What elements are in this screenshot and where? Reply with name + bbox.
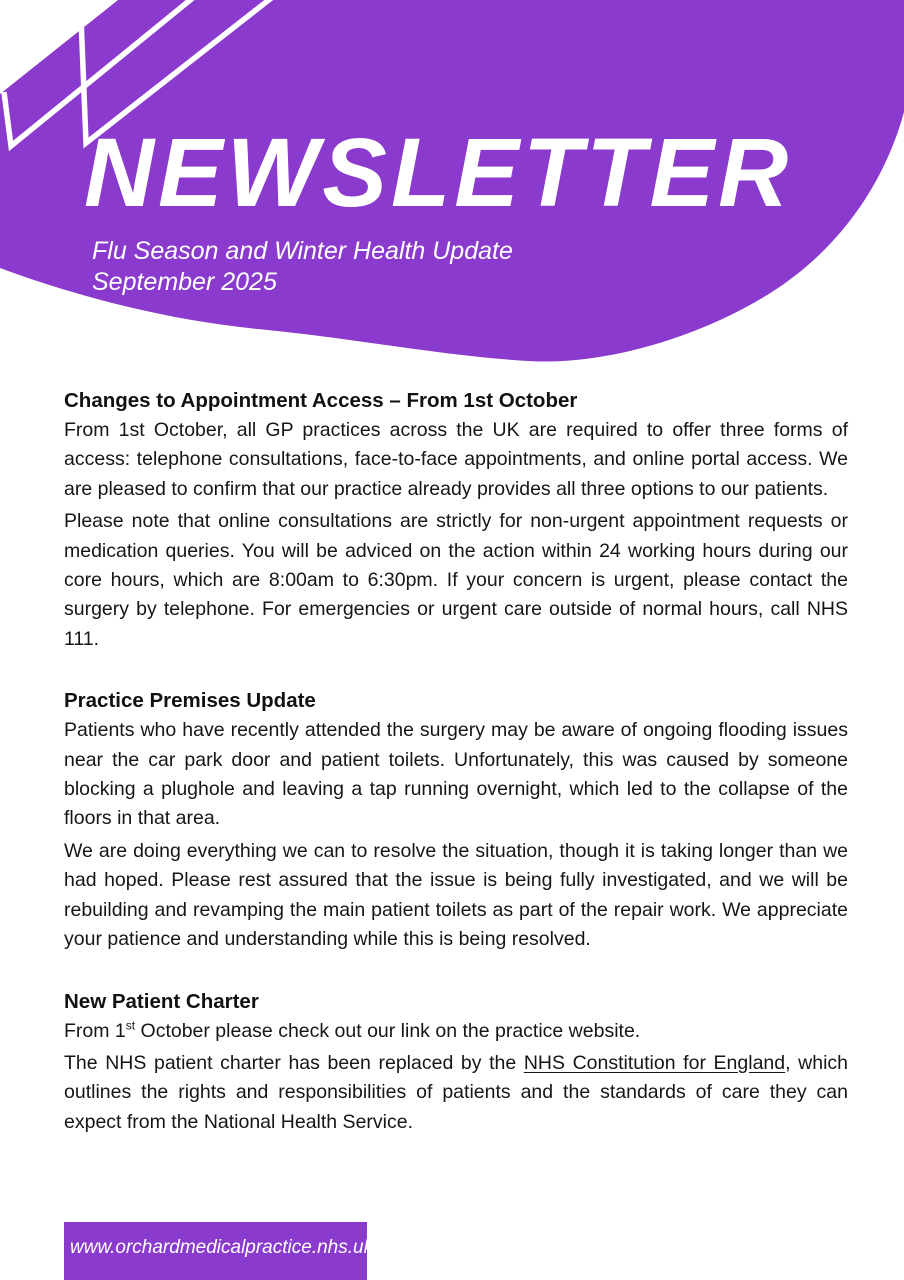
charter-intro-rest: October please check out our link on the practice website. [135, 1019, 641, 1042]
footer-website-box [64, 1222, 374, 1280]
paragraph-appointment-access-2: Please note that online consultations are strictly for non-urgent appointment requests or medication queries. You will be adviced on the action within 24 working hours during our core hours, which are 8:00am to 6:30pm. If your concern is urgent, please contact the surgery by telephone. For emergencies or urgent care outside of normal hours, call NHS 111. [64, 510, 848, 650]
section-heading-appointment-access: Changes to Appointment Access – From 1st October [64, 389, 578, 412]
section-appointment-access [64, 386, 848, 654]
charter-intro-prefix: From 1 [64, 1019, 126, 1042]
charter-body-before-link: The NHS patient charter has been replaced by the [64, 1051, 524, 1074]
footer-website-url: www.orchardmedicalpractice.nhs.uk [70, 1237, 374, 1258]
newsletter-subtitle-block [92, 236, 513, 298]
paragraph-appointment-access-1: From 1st October, all GP practices across the UK are required to offer three forms of access: telephone consultations, face-to-face appointments, and online portal access. We are pleased to confirm that our practice already provides all three options to our patients. [64, 419, 848, 500]
section-patient-charter [64, 987, 848, 1138]
section-heading-premises-update: Practice Premises Update [64, 689, 316, 713]
paragraph-premises-update-1: Patients who have recently attended the surgery may be aware of ongoing flooding issues near the car park door and patient toilets. Unfortunately, this was caused by someone blocking a plughole and leaving a tap running overnight, which led to the collapse of the floors in that area. [64, 719, 848, 830]
newsletter-tagline: Flu Season and Winter Health Update [92, 237, 513, 265]
nhs-constitution-link[interactable]: NHS Constitution for England [523, 1051, 786, 1074]
charter-body-after-link: , which outlines the rights and responsibilities of patients and the standards of care they can expect from the National Health Service. [64, 1051, 848, 1133]
newsletter-title: NEWSLETTER [84, 118, 793, 227]
newsletter-body [64, 386, 848, 1137]
section-premises-update [64, 686, 848, 954]
section-heading-patient-charter: New Patient Charter [64, 989, 259, 1013]
paragraph-charter-intro [64, 1017, 848, 1046]
newsletter-issue-date: September 2025 [92, 268, 277, 296]
charter-intro-ordinal: st [125, 1018, 136, 1032]
paragraph-charter-body [64, 1049, 848, 1137]
paragraph-premises-update-2: We are doing everything we can to resolve the situation, though it is taking longer than we had hoped. Please rest assured that the issue is being fully investigated, and we will be rebuilding and revamping the main patient toilets as part of the repair work. We appreciate your patience and understanding while this is being resolved. [64, 839, 848, 951]
